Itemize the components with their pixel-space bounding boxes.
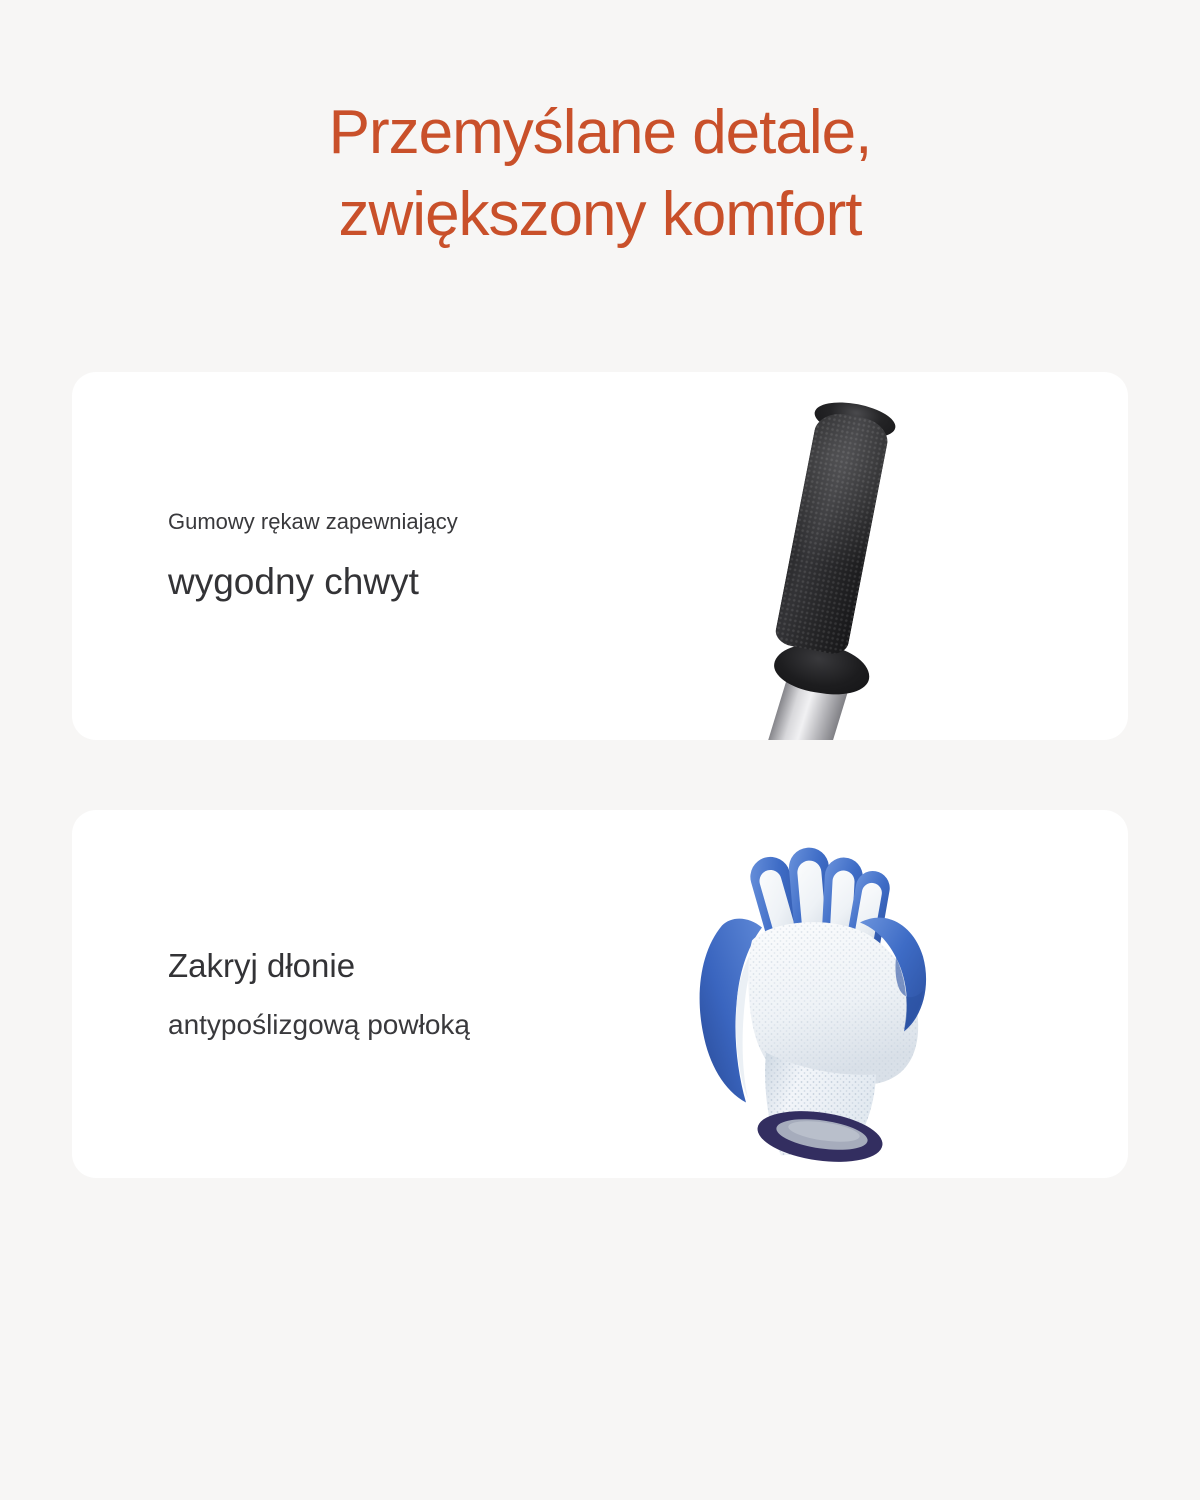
feature-gloves-text <box>168 810 470 1178</box>
feature-grip-title: wygodny chwyt <box>168 561 419 602</box>
grip-body <box>773 409 891 657</box>
page-title <box>0 92 1200 256</box>
feature-card-grip <box>72 372 1128 740</box>
feature-grip-text <box>168 372 458 740</box>
page-title-line-2: zwiększony komfort <box>338 180 862 249</box>
feature-card-gloves <box>72 810 1128 1178</box>
feature-gloves-subtitle: antypoślizgową powłoką <box>168 1009 470 1040</box>
feature-gloves-title: Zakryj dłonie <box>168 947 356 984</box>
feature-grip-subtitle: Gumowy rękaw zapewniający <box>168 509 458 534</box>
anti-slip-gloves-photo <box>692 838 937 1168</box>
rubber-grip-handle-photo <box>762 372 1002 740</box>
page-title-line-1: Przemyślane detale, <box>328 98 872 167</box>
